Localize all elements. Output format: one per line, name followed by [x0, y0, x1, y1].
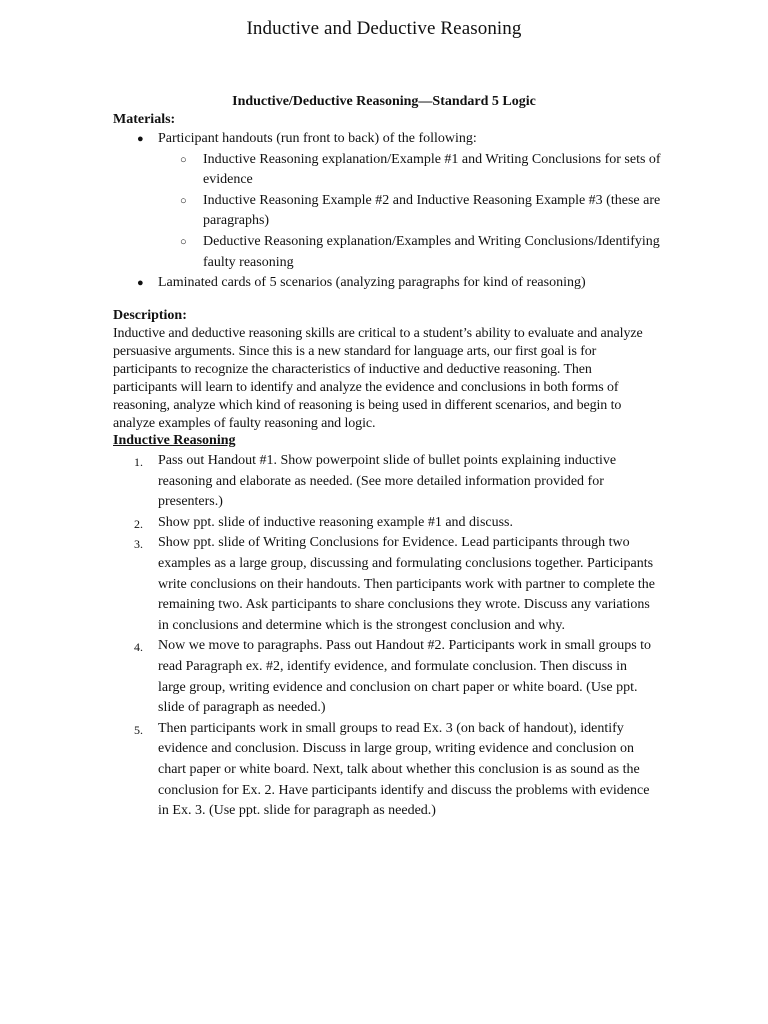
- description-body: Inductive and deductive reasoning skills are critical to a student’s ability to evaluate and analyze persuasive arguments. Since this is a new standard for language arts, our first goal is for participants to recognize the characteristics of inductive and deductive reasoning. Then participants will learn to identify and analyze the evidence and conclusions in both forms of reasoning, analyze which kind of reasoning is being used in different scenarios, and begin to analyze examples of faulty reasoning and logic.: [113, 326, 643, 431]
- materials-item-text: Participant handouts (run front to back) of the following:: [158, 131, 477, 146]
- circle-bullet-icon: ○: [180, 153, 187, 166]
- step-number: 3.: [134, 537, 143, 552]
- step-text: Now we move to paragraphs. Pass out Handout #2. Participants work in small groups to read Paragraph ex. #2, identify evidence, and formulate conclusion. Then discuss in large group, writing evidence and conclusion on chart paper or white board. (Use ppt. slide of paragraph as needed.): [158, 638, 652, 716]
- step-item: [113, 719, 658, 822]
- step-text: Show ppt. slide of inductive reasoning example #1 and discuss.: [158, 514, 513, 530]
- step-text: Then participants work in small groups to read Ex. 3 (on back of handout), identify evidence and conclusion. Discuss in large group, writing evidence and conclusion on chart paper or white board. Next, talk about whether this conclusion is as sound as the conclusion for Ex. 2. Have participants identify and discuss the problems with evidence in Ex. 3. (Use ppt. slide for paragraph as needed.): [158, 720, 650, 819]
- materials-subitem-text: Deductive Reasoning explanation/Examples and Writing Conclusions/Identifying faulty reasoning: [203, 233, 660, 270]
- bullet-icon: ●: [137, 133, 144, 145]
- inductive-steps-list: [113, 451, 658, 822]
- bullet-icon: ●: [137, 277, 144, 290]
- inductive-reasoning-heading: Inductive Reasoning: [113, 433, 236, 448]
- step-number: 2.: [134, 516, 143, 531]
- materials-subitem: [158, 232, 673, 273]
- circle-bullet-icon: ○: [180, 235, 187, 248]
- materials-list: [113, 129, 673, 294]
- materials-subitem: [158, 191, 673, 232]
- step-text: Show ppt. slide of Writing Conclusions for Evidence. Lead participants through two examples as a large group, discussing and formulating conclusions together. Participants write conclusions on their handouts. Then participants work with partner to complete the remaining two. Ask participants to share conclusions they wrote. Discuss any variations in conclusions and determine which is the strongest conclusion and why.: [158, 535, 656, 633]
- step-number: 5.: [134, 722, 143, 737]
- step-item: [113, 533, 658, 636]
- step-item: [113, 451, 658, 513]
- step-number: 1.: [134, 455, 143, 469]
- materials-subitem: [158, 150, 673, 191]
- materials-item-text: Laminated cards of 5 scenarios (analyzing paragraphs for kind of reasoning): [158, 275, 586, 291]
- materials-subitem-text: Inductive Reasoning Example #2 and Inductive Reasoning Example #3 (these are paragraphs): [203, 192, 661, 229]
- description-heading: Description:: [113, 308, 187, 323]
- step-text: Pass out Handout #1. Show powerpoint slide of bullet points explaining inductive reasoning and elaborate as needed. (See more detailed information provided for presenters.): [158, 453, 617, 510]
- step-number: 4.: [134, 640, 143, 655]
- step-item: [113, 636, 658, 718]
- materials-item: [113, 129, 673, 273]
- materials-heading: Materials:: [113, 112, 176, 127]
- section-title: Inductive/Deductive Reasoning—Standard 5 Logic: [232, 94, 536, 109]
- materials-item: [113, 273, 673, 294]
- document-title: Inductive and Deductive Reasoning: [246, 18, 522, 39]
- materials-sublist: [158, 150, 673, 274]
- materials-subitem-text: Inductive Reasoning explanation/Example #1 and Writing Conclusions for sets of evidence: [203, 151, 661, 188]
- step-item: [113, 513, 658, 534]
- circle-bullet-icon: ○: [180, 194, 187, 207]
